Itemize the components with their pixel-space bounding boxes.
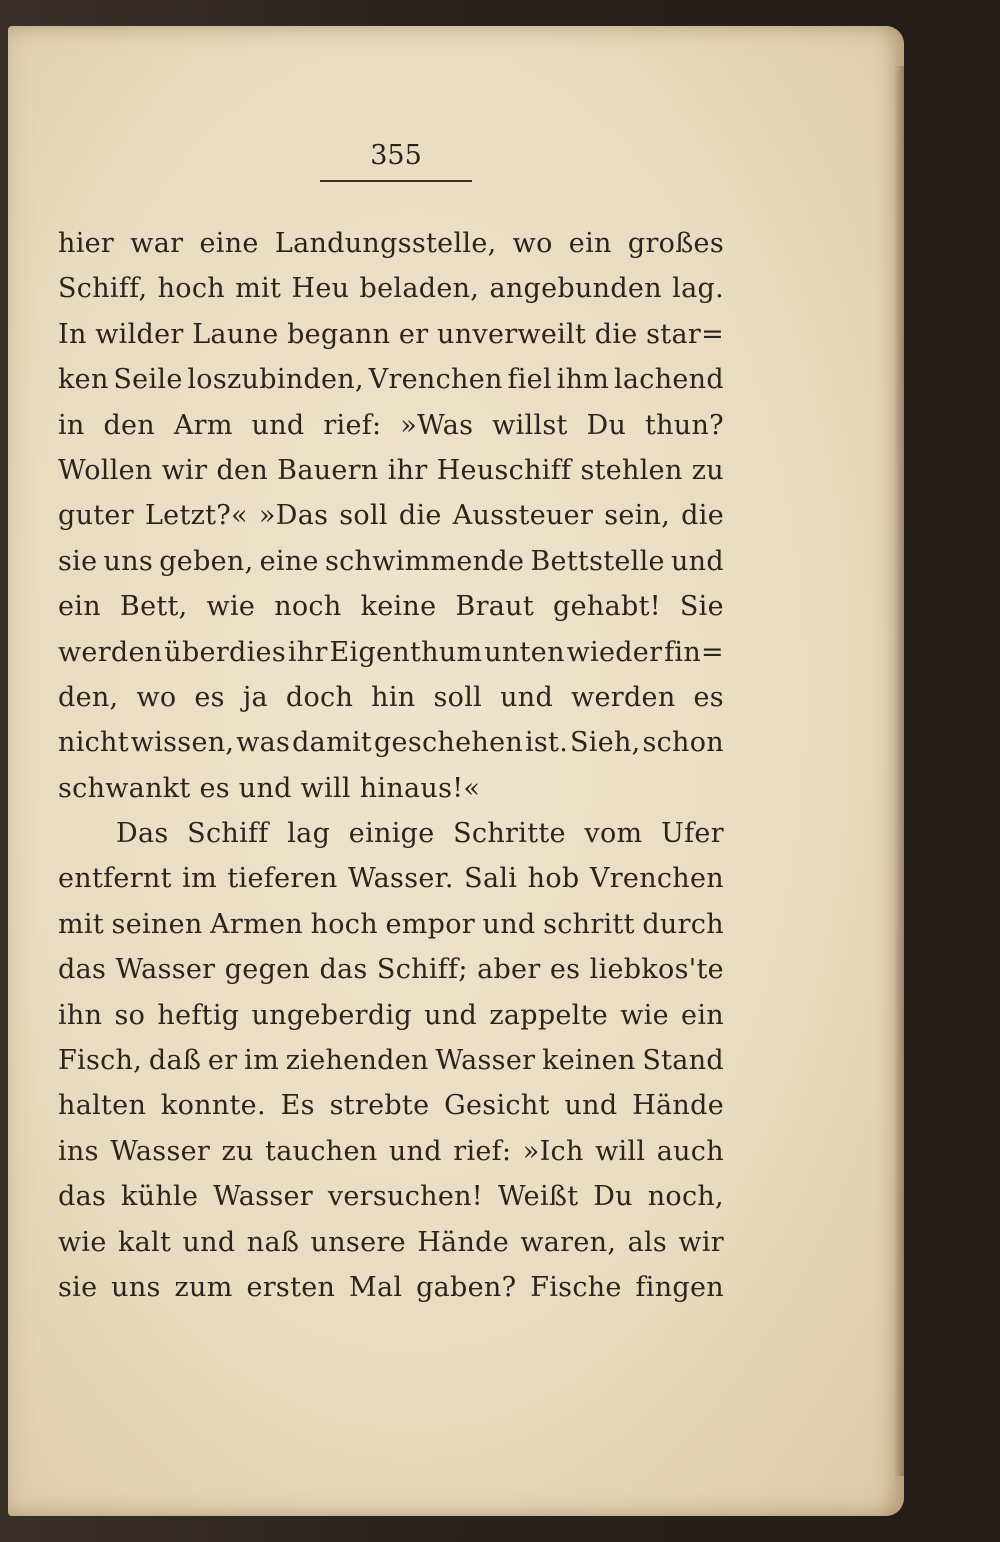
word: Laune	[192, 318, 279, 350]
word: ins	[58, 1135, 99, 1167]
word: wo	[512, 228, 553, 259]
word: die	[681, 500, 724, 532]
word: Vrenchen	[589, 863, 724, 895]
word: ihn	[58, 999, 103, 1031]
word: was	[236, 727, 291, 759]
word: Du	[586, 409, 627, 441]
word: wo	[136, 681, 177, 713]
text-line	[58, 1038, 724, 1083]
word: wie	[206, 591, 256, 623]
word: hier	[58, 228, 115, 259]
word: es	[693, 681, 724, 713]
word: Vrenchen	[368, 364, 503, 396]
word: Sie	[679, 591, 724, 623]
word: willst	[492, 409, 568, 441]
word: wie	[620, 999, 669, 1031]
word: stehlen	[580, 454, 683, 486]
word: eine	[199, 228, 259, 259]
text-line	[58, 221, 724, 266]
word: wir	[161, 454, 208, 486]
word: Schiff;	[376, 954, 468, 986]
text-line	[58, 312, 724, 357]
word: eine	[259, 545, 319, 577]
word: es	[549, 954, 581, 986]
word: Schiff,	[58, 273, 148, 305]
word: ersten	[246, 1271, 336, 1303]
word: das	[58, 954, 107, 986]
word: schwimmende	[324, 545, 525, 577]
word: und	[182, 1226, 236, 1258]
word: liebkos'te	[589, 954, 724, 986]
text-line	[58, 811, 724, 856]
word: Weißt	[497, 1181, 579, 1213]
word: Schritte	[453, 818, 566, 850]
word: als	[627, 1226, 668, 1258]
word: keine	[360, 591, 437, 623]
word: kühle	[120, 1181, 199, 1213]
word: schon	[642, 727, 724, 759]
text-line	[58, 1220, 724, 1265]
word: Fische	[530, 1271, 622, 1303]
word: keinen	[542, 1045, 636, 1077]
header-rule	[320, 180, 472, 182]
word: loszubinden,	[187, 364, 364, 396]
word: Wollen	[58, 454, 153, 486]
word: schritt	[543, 908, 635, 940]
word: und	[564, 1090, 618, 1122]
word: hoch	[157, 273, 225, 305]
word: Sali	[464, 863, 518, 895]
word: im	[182, 863, 217, 895]
word: wieder	[566, 636, 663, 668]
word: die	[594, 318, 638, 350]
word: Braut	[455, 591, 535, 623]
word: Arm	[173, 409, 233, 441]
word: Heuschiff	[436, 454, 572, 486]
word: rief:	[323, 409, 382, 441]
word: das	[319, 954, 368, 986]
text-line	[58, 539, 724, 584]
word: vom	[584, 818, 643, 850]
word: geben,	[159, 545, 254, 577]
word: und	[424, 999, 478, 1031]
word: will	[595, 1135, 646, 1167]
page-number: 355	[370, 140, 422, 171]
word: »Das	[258, 500, 329, 532]
word: unsere	[310, 1226, 406, 1258]
word: fin=	[664, 636, 724, 668]
word: heftig	[157, 999, 240, 1031]
word: ein	[681, 999, 724, 1031]
word: uns	[103, 545, 154, 577]
word: hoch	[310, 908, 378, 940]
word: zu	[691, 454, 724, 486]
word: soll	[433, 681, 483, 713]
body-text	[58, 221, 724, 1310]
word: doch	[285, 681, 354, 713]
word: und	[670, 545, 724, 577]
word: mit	[58, 908, 104, 940]
word: Gesicht	[444, 1090, 550, 1122]
word: das	[58, 1181, 107, 1213]
word: Bettstelle	[530, 545, 665, 577]
word: fingen	[635, 1271, 724, 1303]
word: ihr	[387, 454, 428, 486]
word: hob	[527, 863, 580, 895]
word: Sieh,	[569, 727, 641, 759]
text-line	[58, 1265, 724, 1310]
word: naß	[246, 1226, 300, 1258]
word: Ufer	[661, 818, 724, 850]
text-line	[58, 448, 724, 493]
word: Wasser	[213, 1181, 313, 1213]
word: zum	[174, 1271, 233, 1303]
word: Eigenthum	[329, 636, 483, 668]
word: strebte	[329, 1090, 430, 1122]
word: tauchen	[265, 1135, 378, 1167]
word: und	[500, 681, 554, 713]
word: Stand	[642, 1045, 724, 1077]
word: sie	[58, 1271, 98, 1303]
word: und	[482, 908, 536, 940]
word: großes	[627, 228, 724, 259]
word: in	[58, 409, 85, 441]
word: Hände	[632, 1090, 724, 1122]
word: Landungsstelle,	[274, 228, 497, 259]
word: durch	[642, 908, 724, 940]
word: Bett,	[119, 591, 188, 623]
word: im	[244, 1045, 279, 1077]
text-line	[58, 1129, 724, 1174]
text-line	[58, 630, 724, 675]
word: Es	[280, 1090, 315, 1122]
word: den	[103, 409, 155, 441]
text-line	[58, 902, 724, 947]
word: die	[398, 500, 442, 532]
text-line: schwankt es und will hinaus!«	[58, 772, 481, 804]
word: gaben?	[416, 1271, 517, 1303]
word: Bauern	[277, 454, 379, 486]
word: unten	[484, 636, 565, 668]
word: lag.	[672, 273, 724, 305]
word: Hände	[417, 1226, 509, 1258]
word: empor	[385, 908, 475, 940]
word: ihm	[556, 364, 610, 396]
word: In	[58, 318, 87, 350]
word: ziehenden	[285, 1045, 429, 1077]
word: wilder	[95, 318, 184, 350]
word: kalt	[117, 1226, 172, 1258]
word: »Was	[400, 409, 474, 441]
text-line	[58, 493, 724, 538]
text-line	[58, 1174, 724, 1219]
word: star=	[646, 318, 724, 350]
word: noch	[274, 591, 342, 623]
word: und	[251, 409, 305, 441]
word: beladen,	[359, 273, 480, 305]
word: thun?	[644, 409, 724, 441]
word: gehabt!	[553, 591, 661, 623]
word: so	[114, 999, 146, 1031]
word: Schiff	[187, 818, 269, 850]
word: auch	[656, 1135, 724, 1167]
word: noch,	[647, 1181, 724, 1213]
word: begann	[287, 318, 391, 350]
word: überdies	[164, 636, 286, 668]
word: sein,	[604, 500, 671, 532]
word: Aussteuer	[452, 500, 594, 532]
word: einige	[348, 818, 435, 850]
text-line	[58, 993, 724, 1038]
word: Wasser.	[347, 863, 454, 895]
word: hin	[371, 681, 416, 713]
word: daß	[148, 1045, 202, 1077]
word: wissen,	[130, 727, 235, 759]
text-line	[58, 266, 724, 311]
word: Das	[116, 818, 169, 850]
word: wie	[58, 1226, 107, 1258]
word: Du	[593, 1181, 633, 1213]
word: Letzt?«	[144, 500, 248, 532]
word: Heu	[291, 273, 350, 305]
word: entfernt	[58, 863, 172, 895]
text-line	[58, 357, 724, 402]
word: den	[216, 454, 269, 486]
word: soll	[339, 500, 388, 532]
text-line	[58, 675, 724, 720]
word: wir	[678, 1226, 724, 1258]
word: geschehen	[373, 727, 524, 759]
word: nicht	[58, 727, 129, 759]
text-line	[58, 1083, 724, 1128]
word: Mal	[349, 1271, 403, 1303]
word: ungeberdig	[251, 999, 412, 1031]
word: lachend	[613, 364, 724, 396]
text-line	[58, 403, 724, 448]
word: uns	[111, 1271, 161, 1303]
word: tieferen	[227, 863, 338, 895]
word: ken	[58, 364, 109, 396]
word: zappelte	[489, 999, 609, 1031]
word: Fisch,	[58, 1045, 143, 1077]
word: halten	[58, 1090, 147, 1122]
word: den,	[58, 681, 119, 713]
word: er	[398, 318, 429, 350]
word: Wasser	[110, 1135, 211, 1167]
word: war	[130, 228, 184, 259]
word: Seile	[113, 364, 183, 396]
word: er	[207, 1045, 238, 1077]
word: Wasser	[115, 954, 216, 986]
text-line	[58, 856, 724, 901]
word: ein	[58, 591, 101, 623]
text-line	[58, 947, 724, 992]
word: seinen	[111, 908, 203, 940]
text-line	[58, 720, 724, 765]
word: und	[388, 1135, 442, 1167]
word: es	[194, 681, 225, 713]
word: rief:	[453, 1135, 512, 1167]
word: aber	[477, 954, 541, 986]
word: damit	[292, 727, 373, 759]
word: werden	[58, 636, 163, 668]
word: ihr	[287, 636, 328, 668]
word: sie	[58, 545, 98, 577]
word: angebunden	[489, 273, 662, 305]
word: ja	[242, 681, 268, 713]
word: »Ich	[522, 1135, 584, 1167]
word: mit	[235, 273, 282, 305]
word: versuchen!	[327, 1181, 483, 1213]
word: zu	[221, 1135, 254, 1167]
word: unverweilt	[437, 318, 587, 350]
page-edge-shadow	[894, 66, 904, 1476]
word: werden	[571, 681, 676, 713]
word: waren,	[520, 1226, 617, 1258]
text-line	[58, 584, 724, 629]
word: gegen	[224, 954, 311, 986]
word: Armen	[210, 908, 304, 940]
word: fiel	[507, 364, 552, 396]
word: ist.	[524, 727, 569, 759]
word: Wasser	[435, 1045, 536, 1077]
word: lag	[287, 818, 331, 850]
word: guter	[58, 500, 134, 532]
word: ein	[568, 228, 612, 259]
word: konnte.	[160, 1090, 266, 1122]
